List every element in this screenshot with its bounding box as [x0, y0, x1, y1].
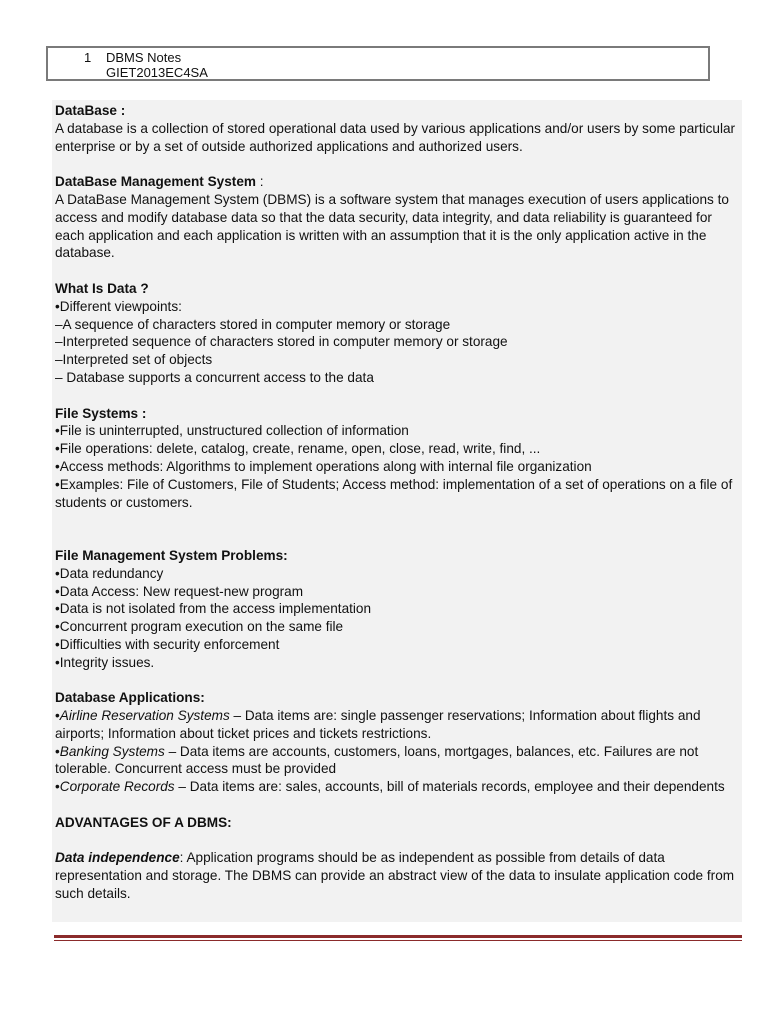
footer-rule — [54, 935, 742, 938]
page-content — [52, 100, 742, 922]
application-text: – Data items are: single passenger reservations; Information about flights and airports; Information about ticket prices and tickets restrictions. — [55, 708, 701, 741]
bullet: • — [55, 708, 60, 724]
advantage-paragraph — [55, 849, 740, 902]
section-heading: File Systems : — [55, 405, 147, 421]
list-item: •Access methods: Algorithms to implement operations along with internal file organization — [55, 458, 592, 474]
list-item: •Data is not isolated from the access implementation — [55, 601, 372, 617]
list-item — [55, 778, 740, 796]
advantages-heading: ADVANTAGES OF A DBMS: — [55, 814, 232, 830]
application-name: Banking Systems — [59, 743, 165, 759]
list-item: •File operations: delete, catalog, create, rename, open, close, read, write, find, ... — [55, 441, 541, 457]
section-heading: Database Applications: — [55, 690, 205, 706]
bullet: • — [55, 743, 60, 759]
document-title: DBMS Notes — [106, 50, 182, 65]
list-item: –Interpreted sequence of characters stored in computer memory or storage — [55, 334, 508, 350]
section-heading: File Management System Problems: — [55, 547, 288, 563]
course-code: GIET2013EC4SA — [106, 65, 208, 80]
footer-rule-thin — [54, 940, 742, 941]
application-name: Airline Reservation Systems — [59, 708, 230, 724]
section-file-systems — [55, 405, 740, 512]
section-heading: DataBase Management System — [55, 174, 256, 190]
list-item: •Data redundancy — [55, 565, 164, 581]
section-dbms — [55, 173, 740, 262]
application-text: – Data items are: sales, accounts, bill of materials records, employee and their dependents — [174, 779, 725, 795]
section-heading-row — [55, 173, 740, 191]
section-heading: What Is Data ? — [55, 280, 149, 296]
list-item: •Concurrent program execution on the same file — [55, 619, 344, 635]
bullet: • — [55, 779, 60, 795]
heading-suffix: : — [255, 174, 264, 190]
list-item: •Integrity issues. — [55, 654, 155, 670]
application-name: Corporate Records — [59, 779, 175, 795]
list-item: •Difficulties with security enforcement — [55, 636, 280, 652]
list-item — [55, 743, 740, 779]
section-paragraph: A database is a collection of stored operational data used by various applications and/or users by some particular enterprise or by a set of outside authorized applications and authorized users. — [55, 120, 736, 154]
section-heading: DataBase : — [55, 103, 126, 118]
list-item: –A sequence of characters stored in computer memory or storage — [55, 316, 451, 332]
list-item: –Interpreted set of objects — [55, 352, 213, 368]
section-fms-problems — [55, 547, 740, 672]
list-item — [55, 707, 740, 743]
section-what-is-data — [55, 280, 740, 387]
section-db-applications — [55, 689, 740, 796]
section-paragraph: A DataBase Management System (DBMS) is a software system that manages execution of users applications to access and modify database data so that the data security, data integrity, and data reliability is guaranteed for each application and each application is written with an assumption that it is the only application active in the database. — [55, 191, 729, 261]
list-item: •File is uninterrupted, unstructured collection of information — [55, 423, 409, 439]
advantage-term: Data independence — [55, 850, 180, 866]
page-number: 1 — [84, 50, 92, 65]
section-database — [55, 102, 740, 155]
application-text: – Data items are accounts, customers, loans, mortgages, balances, etc. Failures are not tolerable. Concurrent access must be provided — [55, 743, 699, 777]
list-item: •Data Access: New request-new program — [55, 583, 304, 599]
page-header — [46, 46, 710, 81]
list-item: •Examples: File of Customers, File of Students; Access method: implementation of a set of operations on a file of students or customers. — [55, 476, 733, 510]
list-item: •Different viewpoints: — [55, 298, 182, 314]
advantage-text: : Application programs should be as independent as possible from details of data representation and storage. The DBMS can provide an abstract view of the data to insulate application code from such details. — [55, 850, 735, 902]
list-item: – Database supports a concurrent access to the data — [55, 369, 374, 385]
